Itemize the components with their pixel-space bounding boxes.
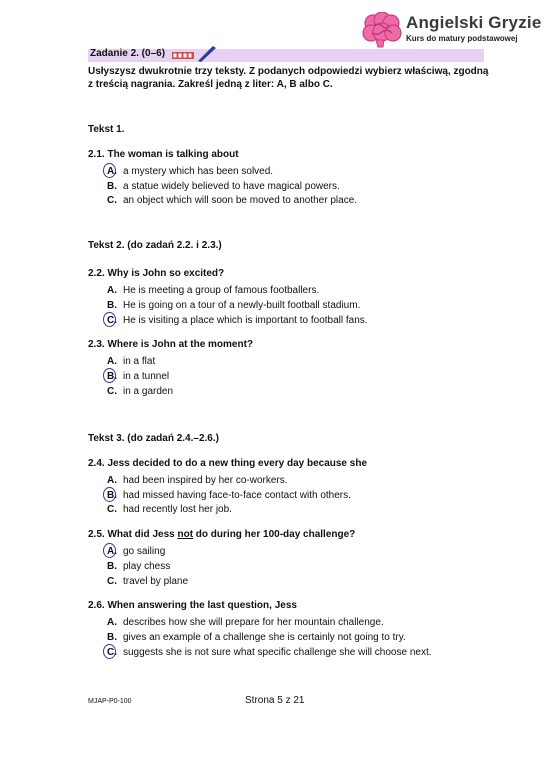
task-title: Zadanie 2. (0–6) [90,48,166,59]
section-title: Tekst 1. [88,124,125,135]
option-text: describes how she will prepare for her mountain challenge. [123,617,384,628]
option-text: gives an example of a challenge she is certainly not going to try. [123,632,406,643]
option-letter: C. [107,576,117,587]
question-prompt: 2.2. Why is John so excited? [88,268,225,279]
exam-code: MJAP-P0-100 [88,698,132,705]
option-letter: B. [107,181,117,192]
option-letter: C. [107,315,117,326]
option-letter: A. [107,166,117,177]
option-text: in a garden [123,386,174,397]
option-letter: C. [107,647,117,658]
option-letter: C. [107,386,117,397]
prompt-emphasis: not [177,529,194,540]
option-letter: B. [107,561,117,572]
brand-tagline: Kurs do matury podstawowej [406,34,518,43]
option-text: suggests she is not sure what specific challenge she will choose next. [123,647,432,658]
prompt-part: do during her 100-day challenge? [193,529,356,540]
option-text: had recently lost her job. [123,504,232,515]
option-text: He is visiting a place which is important to football fans. [123,315,368,326]
option-letter: A. [107,617,117,628]
pen-icon [195,44,217,62]
option-text: play chess [123,561,171,572]
option-text: He is going on a tour of a newly-built football stadium. [123,300,361,311]
task-instructions-line-2: z treścią nagrania. Zakreśl jedną z liter: A, B albo C. [88,79,333,90]
question-prompt: 2.3. Where is John at the moment? [88,339,254,350]
option-letter: A. [107,475,117,486]
option-letter: A. [107,356,117,367]
option-text: an object which will soon be moved to another place. [123,195,358,206]
option-text: He is meeting a group of famous footballers. [123,285,320,296]
option-letter: A. [107,546,117,557]
option-letter: B. [107,300,117,311]
option-text: had been inspired by her co-workers. [123,475,288,486]
option-letter: C. [107,504,117,515]
question-prompt: 2.4. Jess decided to do a new thing every day because she [88,458,367,469]
option-text: had missed having face-to-face contact with others. [123,490,351,501]
option-text: in a tunnel [123,371,170,382]
option-text: travel by plane [123,576,189,587]
option-text: in a flat [123,356,156,367]
option-letter: A. [107,285,117,296]
option-letter: B. [107,371,117,382]
option-text: a statue widely believed to have magical powers. [123,181,340,192]
option-letter: B. [107,632,117,643]
brain-icon [362,12,402,48]
brand-name: Angielski Gryzie [406,13,542,32]
task-instructions-line-1: Usłyszysz dwukrotnie trzy teksty. Z podanych odpowiedzi wybierz właściwą, zgodną [88,66,489,77]
section-title: Tekst 2. (do zadań 2.2. i 2.3.) [88,240,222,251]
question-prompt [88,529,355,540]
question-prompt: 2.1. The woman is talking about [88,149,239,160]
score-boxes-icon [172,52,194,59]
page-number: Strona 5 z 21 [245,695,305,706]
question-prompt: 2.6. When answering the last question, Jess [88,600,297,611]
option-text: go sailing [123,546,166,557]
prompt-part: 2.5. What did Jess [88,529,178,540]
option-letter: C. [107,195,117,206]
option-text: a mystery which has been solved. [123,166,274,177]
section-title: Tekst 3. (do zadań 2.4.–2.6.) [88,433,219,444]
option-letter: B. [107,490,117,501]
